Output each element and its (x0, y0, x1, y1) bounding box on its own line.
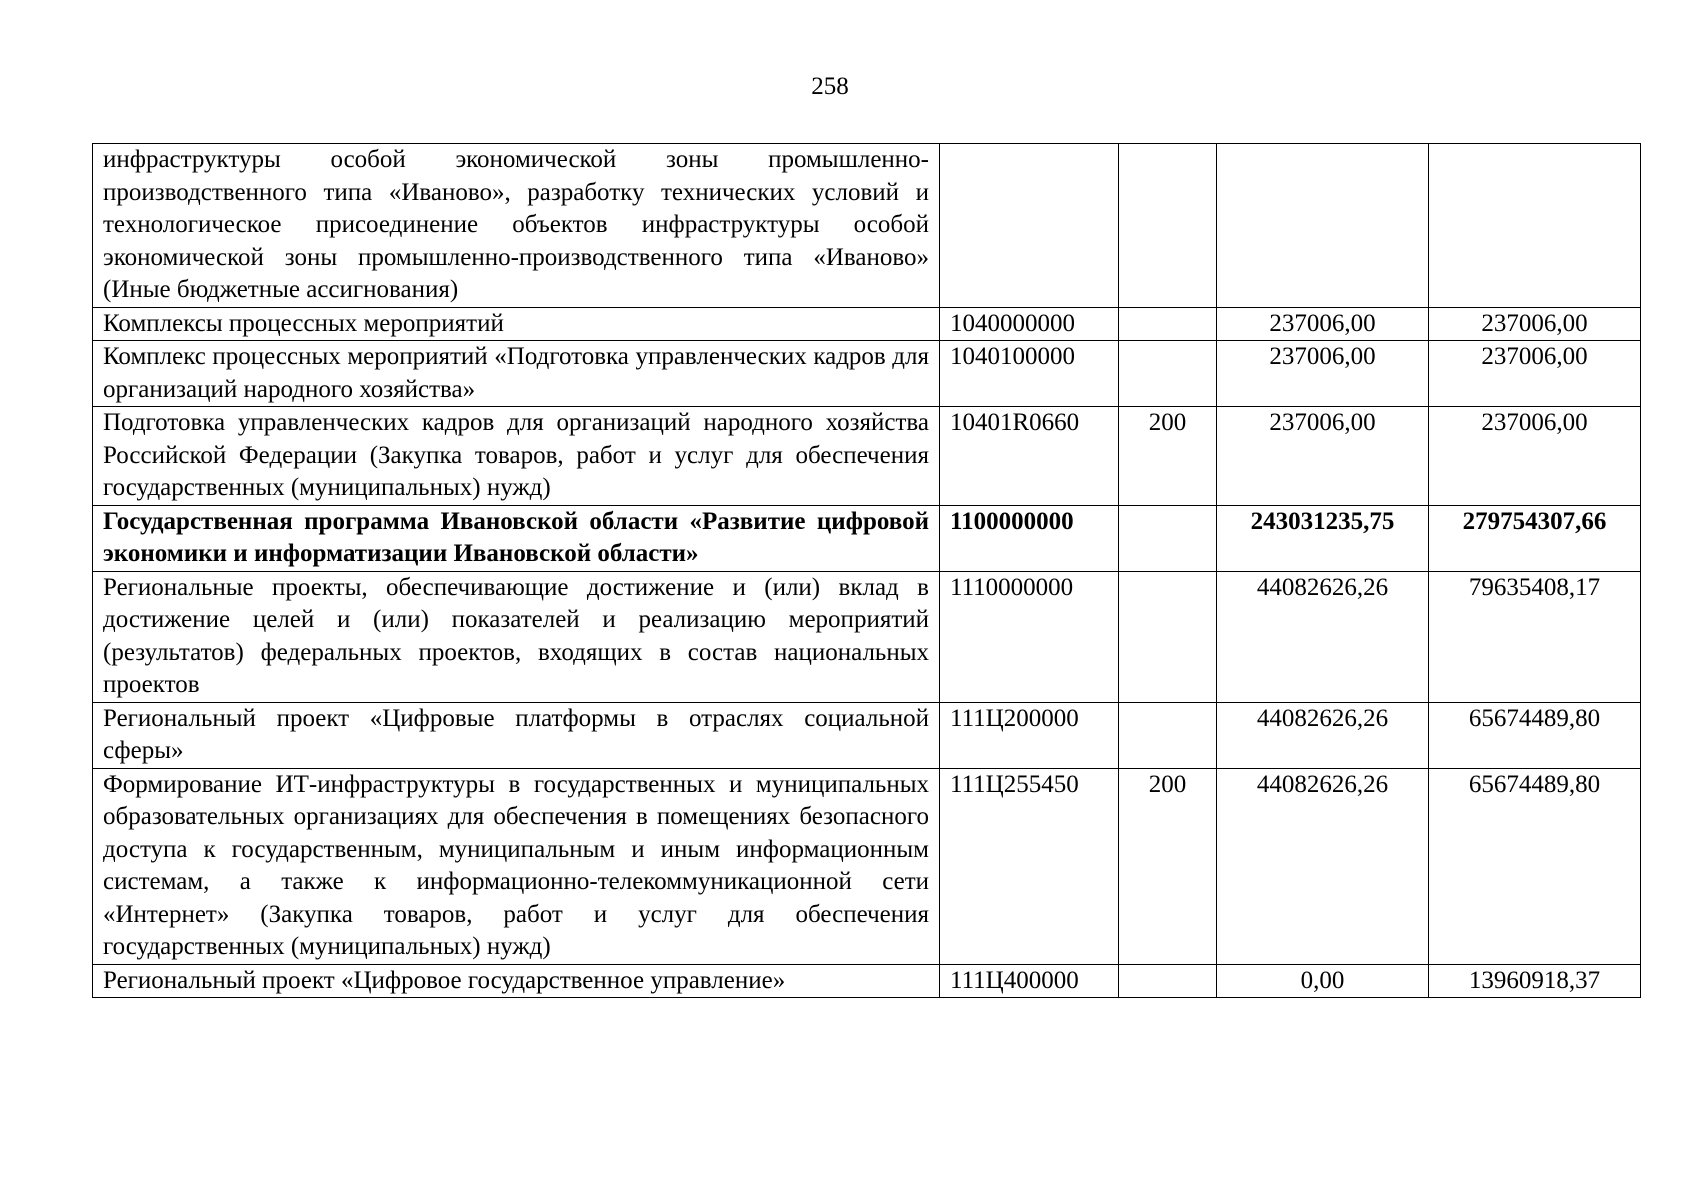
row-sum-2: 65674489,80 (1429, 768, 1641, 964)
row-code: 111Ц400000 (940, 964, 1119, 998)
row-sum-1: 237006,00 (1217, 341, 1429, 407)
row-name: Подготовка управленческих кадров для организаций народного хозяйства Российской Федерации (Закупка товаров, работ и услуг для обеспечения государственных (муниципальных) нужд) (93, 407, 940, 506)
row-sum-2: 237006,00 (1429, 307, 1641, 341)
row-name: Комплексы процессных мероприятий (93, 307, 940, 341)
row-name: инфраструктуры особой экономической зоны промышленно-производственного типа «Иваново», разработку технических условий и технологическое присоединение объектов инфраструктуры особой экономической зоны промышленно-производственного типа «Иваново» (Иные бюджетные ассигнования) (93, 144, 940, 308)
row-sum-1 (1217, 144, 1429, 308)
row-name: Государственная программа Ивановской области «Развитие цифровой экономики и информатизации Ивановской области» (93, 505, 940, 571)
budget-table (92, 143, 1641, 998)
row-type (1119, 144, 1217, 308)
row-name: Региональный проект «Цифровые платформы в отраслях социальной сферы» (93, 702, 940, 768)
row-sum-2: 279754307,66 (1429, 505, 1641, 571)
row-sum-1: 44082626,26 (1217, 571, 1429, 702)
row-name: Региональные проекты, обеспечивающие достижение и (или) вклад в достижение целей и (или) показателей и реализацию мероприятий (результатов) федеральных проектов, входящих в состав национальных проектов (93, 571, 940, 702)
row-code (940, 144, 1119, 308)
row-name: Региональный проект «Цифровое государственное управление» (93, 964, 940, 998)
row-sum-1: 44082626,26 (1217, 768, 1429, 964)
row-sum-2 (1429, 144, 1641, 308)
table-row (93, 341, 1641, 407)
row-code: 10401R0660 (940, 407, 1119, 506)
row-sum-1: 0,00 (1217, 964, 1429, 998)
row-code: 1100000000 (940, 505, 1119, 571)
row-code: 1110000000 (940, 571, 1119, 702)
row-type (1119, 505, 1217, 571)
row-sum-1: 237006,00 (1217, 307, 1429, 341)
table-row (93, 505, 1641, 571)
row-code: 1040100000 (940, 341, 1119, 407)
row-type (1119, 702, 1217, 768)
row-type: 200 (1119, 407, 1217, 506)
row-sum-2: 237006,00 (1429, 341, 1641, 407)
row-name: Формирование ИТ-инфраструктуры в государственных и муниципальных образовательных организациях для обеспечения в помещениях безопасного доступа к государственным, муниципальным и иным информационным системам, а также к информационно-телекоммуникационной сети «Интернет» (Закупка товаров, работ и услуг для обеспечения государственных (муниципальных) нужд) (93, 768, 940, 964)
table-row (93, 702, 1641, 768)
row-type: 200 (1119, 768, 1217, 964)
row-code: 1040000000 (940, 307, 1119, 341)
row-code: 111Ц200000 (940, 702, 1119, 768)
row-type (1119, 307, 1217, 341)
row-sum-1: 243031235,75 (1217, 505, 1429, 571)
table-row (93, 768, 1641, 964)
row-type (1119, 571, 1217, 702)
row-sum-2: 237006,00 (1429, 407, 1641, 506)
row-name: Комплекс процессных мероприятий «Подготовка управленческих кадров для организаций народного хозяйства» (93, 341, 940, 407)
row-sum-2: 65674489,80 (1429, 702, 1641, 768)
row-type (1119, 341, 1217, 407)
row-type (1119, 964, 1217, 998)
table-row (93, 964, 1641, 998)
table-row (93, 144, 1641, 308)
table-row (93, 407, 1641, 506)
table-row (93, 307, 1641, 341)
table-row (93, 571, 1641, 702)
row-code: 111Ц255450 (940, 768, 1119, 964)
row-sum-2: 13960918,37 (1429, 964, 1641, 998)
page-number: 258 (811, 73, 849, 100)
row-sum-1: 237006,00 (1217, 407, 1429, 506)
row-sum-2: 79635408,17 (1429, 571, 1641, 702)
row-sum-1: 44082626,26 (1217, 702, 1429, 768)
